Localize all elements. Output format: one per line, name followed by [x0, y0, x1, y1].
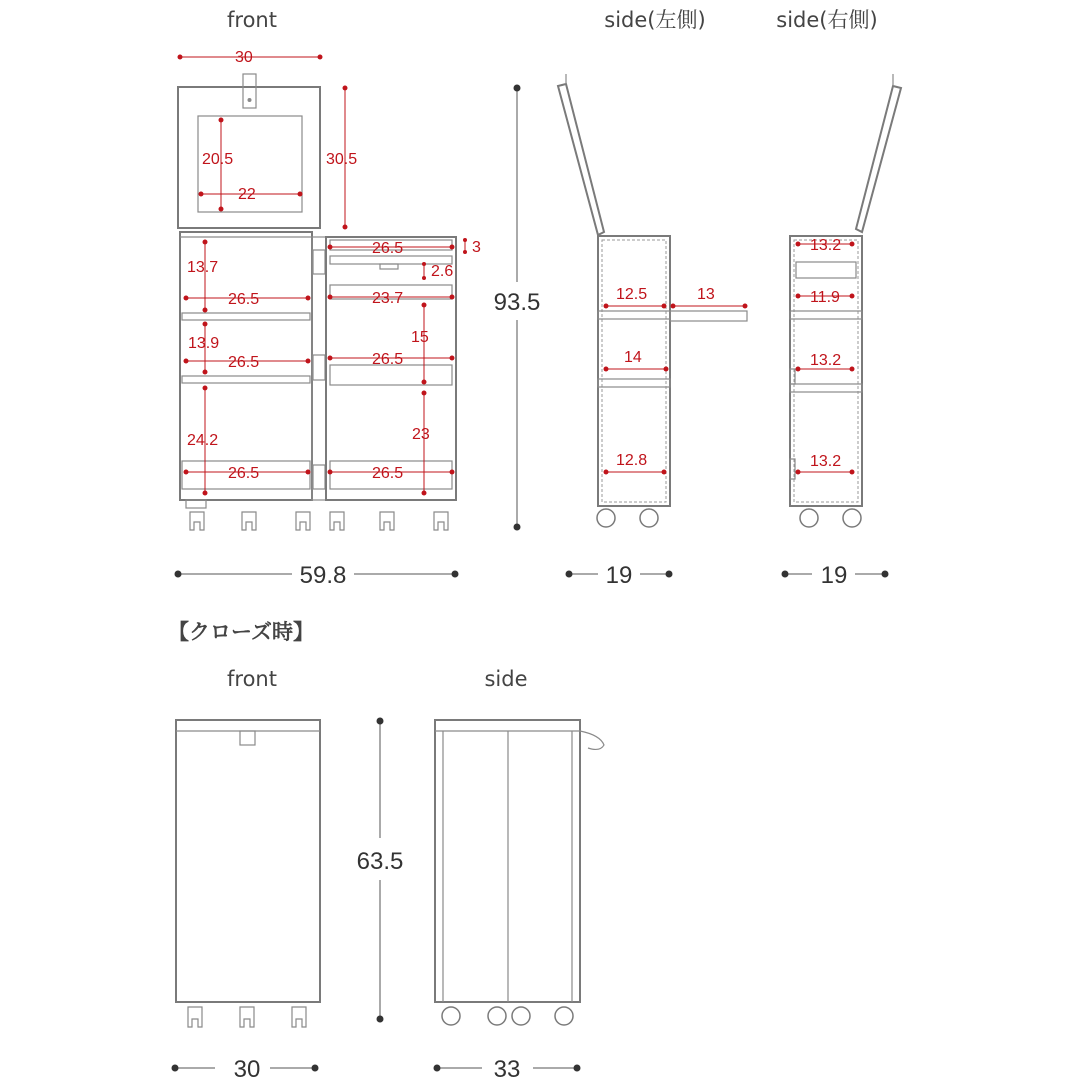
dim-side-right-c: 13.2 — [810, 352, 842, 369]
dim-lid-width: 30 — [235, 49, 253, 66]
side-left-drawing — [558, 74, 748, 527]
dim-right-top-depth: 3 — [472, 239, 481, 256]
dim-closed-height: 63.5 — [356, 848, 404, 875]
dim-right-shelf-3: 26.5 — [372, 465, 404, 482]
dim-mirror-height: 20.5 — [202, 151, 234, 168]
dim-side-left-tray: 13 — [697, 286, 715, 303]
closed-front-width — [172, 1056, 319, 1080]
closed-front-drawing — [176, 720, 320, 1027]
side-right-width — [782, 562, 889, 589]
open-total-height — [494, 85, 541, 531]
dim-top-shelf-gap: 13.7 — [187, 259, 219, 276]
dim-right-top-width: 26.5 — [372, 240, 404, 257]
dim-lid-height: 30.5 — [326, 151, 358, 168]
closed-side-drawing — [435, 720, 604, 1025]
dim-drawer-width: 23.7 — [372, 290, 404, 307]
dim-bottom-gap: 24.2 — [187, 432, 219, 449]
closed-section-title: 【クローズ時】 — [168, 620, 314, 644]
side-left-view-label: side(左側) — [604, 8, 706, 32]
dim-side-right-b: 11.9 — [810, 289, 840, 306]
front-dimension-labels — [187, 49, 481, 482]
dim-right-bottom-gap: 23 — [412, 426, 430, 443]
dim-side-left-c: 12.8 — [616, 452, 648, 469]
side-right-drawing — [790, 74, 901, 527]
dim-total-width: 59.8 — [299, 562, 347, 589]
front-open-drawing — [178, 55, 468, 531]
closed-side-width — [434, 1056, 581, 1080]
dim-right-shelf-2: 26.5 — [372, 351, 404, 368]
dim-side-left-b: 14 — [624, 349, 642, 366]
dim-drawer-height: 2.6 — [431, 263, 454, 280]
dim-side-right-a: 13.2 — [810, 237, 842, 254]
dim-side-right-d: 13.2 — [810, 453, 842, 470]
dim-closed-side-width: 33 — [493, 1056, 521, 1080]
dim-closed-front-width: 30 — [233, 1056, 261, 1080]
closed-height — [357, 718, 404, 1023]
dim-left-shelf-1: 26.5 — [228, 291, 260, 308]
side-left-width — [566, 562, 673, 589]
closed-front-view-label: front — [227, 667, 277, 691]
closed-side-view-label: side — [484, 667, 528, 691]
dim-side-right-width: 19 — [820, 562, 848, 589]
front-total-width — [175, 562, 459, 589]
dim-side-left-width: 19 — [605, 562, 633, 589]
dim-side-left-a: 12.5 — [616, 286, 648, 303]
side-right-view-label: side(右側) — [776, 8, 878, 32]
dim-right-mid-gap: 15 — [411, 329, 429, 346]
front-view-label: front — [227, 8, 277, 32]
dim-total-height: 93.5 — [493, 289, 541, 316]
dim-mirror-width: 22 — [238, 186, 256, 203]
dim-left-shelf-3: 26.5 — [228, 465, 260, 482]
dim-left-shelf-2: 26.5 — [228, 354, 260, 371]
dim-mid-shelf-gap: 13.9 — [188, 335, 220, 352]
